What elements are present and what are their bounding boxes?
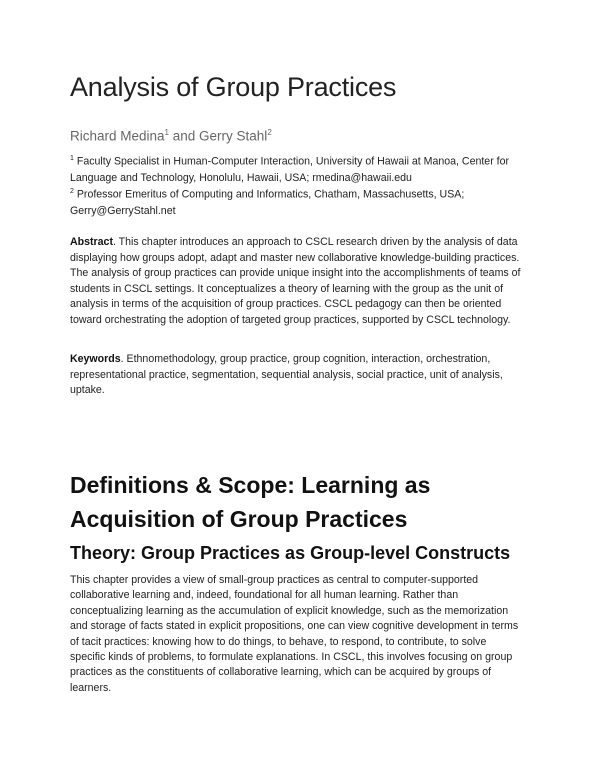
keywords (70, 352, 503, 399)
body-line: conceptualizing learning as the accumulation of explicit knowledge, such as the memorization (70, 604, 509, 617)
keywords-line: uptake. (70, 384, 105, 397)
affiliation-line: Professor Emeritus of Computing and Informatics, Chatham, Massachusetts, USA; (76, 188, 465, 201)
affiliation-2 (70, 184, 464, 219)
abstract-line: analysis in terms of the acquisition of group practices. CSCL pedagogy can then be oriented (70, 298, 502, 311)
abstract-line: . This chapter introduces an approach to CSCL research driven by the analysis of data (112, 236, 518, 248)
body-line: practices as the constituents of collaborative learning, which can be acquired by groups of (70, 666, 492, 679)
body-line: learners. (70, 681, 112, 694)
affiliation-line: Gerry@GerryStahl.net (70, 204, 176, 217)
section-heading (70, 468, 430, 536)
abstract-line: The analysis of group practices can provide unique insight into the accomplishments of teams of (70, 267, 521, 280)
document-title: Analysis of Group Practices (70, 72, 397, 102)
author-name: Gerry Stahl (199, 128, 268, 144)
affiliation-line: Faculty Specialist in Human-Computer Interaction, University of Hawaii at Manoa, Center for (76, 155, 510, 168)
keywords-line: . Ethnomethodology, group practice, group cognition, interaction, orchestration, (120, 353, 491, 365)
body-line: and storage of facts stated in explicit propositions, one can view cognitive development in terms (70, 620, 519, 633)
abstract-label: Abstract (70, 236, 113, 248)
author-superscript: 1 (164, 128, 169, 137)
section-heading-line: Acquisition of Group Practices (70, 506, 408, 532)
affiliation-number: 1 (70, 155, 74, 162)
body-line: This chapter provides a view of small-group practices as central to computer-supported (70, 574, 479, 586)
affiliation-number: 2 (70, 188, 74, 195)
author-superscript: 2 (267, 128, 272, 137)
abstract-line: students in CSCL settings. It conceptualizes a theory of learning with the group as the unit of (70, 282, 504, 295)
subsection-heading: Theory: Group Practices as Group-level Constructs (70, 543, 511, 563)
affiliation-1 (70, 151, 509, 186)
author-list (70, 128, 272, 144)
keywords-line: representational practice, segmentation, sequential analysis, social practice, unit of analysis, (70, 368, 503, 381)
abstract-line: toward orchestrating the adoption of targeted group practices, supported by CSCL technology. (70, 313, 511, 326)
author-separator: and (169, 128, 200, 144)
abstract (70, 235, 520, 329)
author-name: Richard Medina (70, 128, 165, 144)
body-line: specific kinds of problems, to formulate explanations. In CSCL, this involves focusing on group (70, 651, 513, 664)
abstract-line: displaying how groups adopt, adapt and master new collaborative knowledge-building practices. (70, 251, 520, 264)
affiliation-line: Language and Technology, Honolulu, Hawaii, USA; rmedina@hawaii.edu (70, 171, 412, 184)
body-paragraph (70, 573, 518, 696)
body-line: collaborative learning and, indeed, foundational for all human learning. Rather than (70, 589, 459, 602)
keywords-label: Keywords (70, 353, 121, 365)
section-heading-line: Definitions & Scope: Learning as (70, 472, 431, 498)
body-line: of tacit practices: knowing how to do things, to behave, to respond, to contribute, to solve (70, 635, 487, 648)
